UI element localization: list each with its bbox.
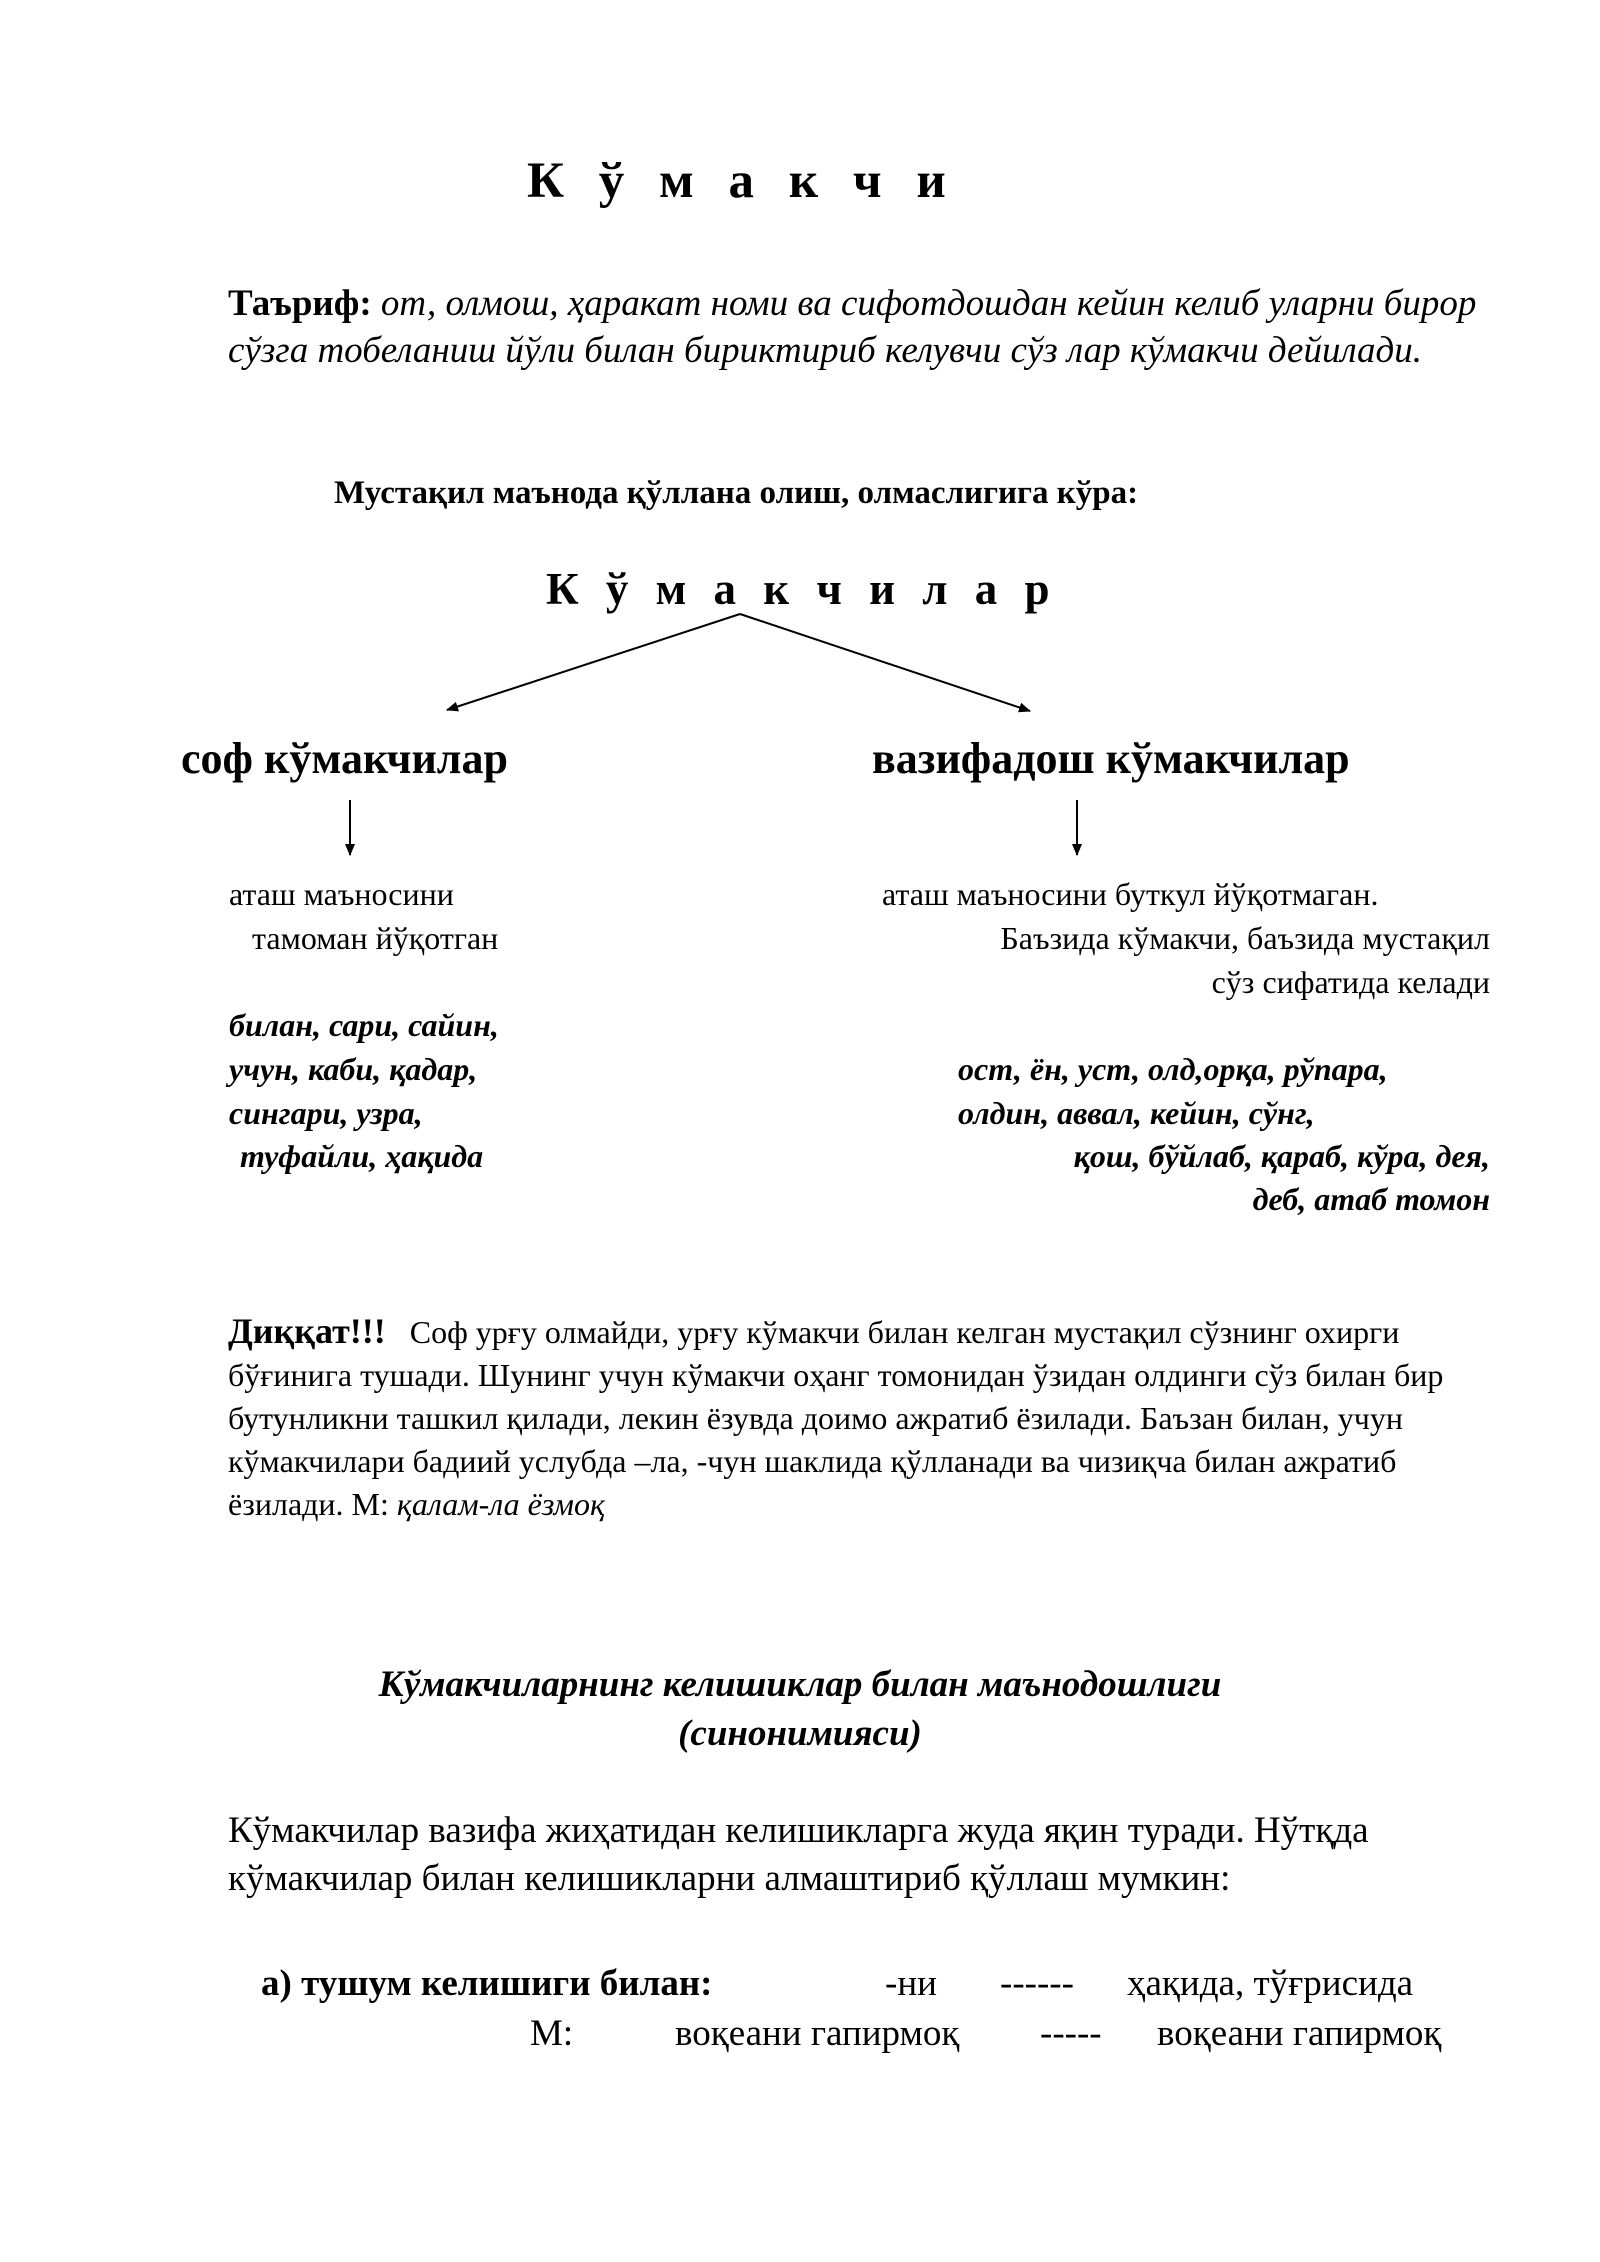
- definition-text: от, олмош, ҳаракат номи ва сифотдошдан кейин келиб уларни бирор сўзга тобеланиш йўли билан бириктириб келувчи сўз лар кўмакчи дейилади.: [228, 283, 1477, 371]
- example-label: М:: [530, 2013, 574, 2054]
- synonymy-paragraph: Кўмакчилар вазифа жиҳатидан келишикларга жуда яқин туради. Нўтқда кўмакчилар билан келишикларни алмаштириб қўллаш мумкин:: [228, 1810, 1369, 1899]
- functional-desc-line2: Баъзида кўмакчи, баъзида мустақил: [1000, 920, 1490, 956]
- attention-label: Диққат!!!: [228, 1311, 386, 1351]
- functional-desc-line1: аташ маъносини буткул йўқотмаган.: [882, 876, 1379, 912]
- case-label: а) тушум келишиги билан:: [261, 1963, 713, 2004]
- functional-example-line: олдин, аввал, кейин, сўнг,: [958, 1095, 1315, 1131]
- diagram-title: К ў м а к ч и л а р: [546, 564, 1058, 614]
- case-postpositions: ҳақида, тўғрисида: [1127, 1963, 1414, 2004]
- pure-desc-line2: тамоман йўқотган: [252, 920, 499, 956]
- functional-desc-line3: сўз сифатида келади: [1211, 964, 1490, 1000]
- functional-example-line: ост, ён, уст, олд,орқа, рўпара,: [958, 1051, 1388, 1087]
- arrow-to-functional: [740, 614, 1030, 711]
- synonymy-heading-line2: (синонимияси): [678, 1713, 922, 1754]
- case-suffix: -ни: [885, 1963, 937, 2004]
- example-right: воқеани гапирмоқ: [1157, 2013, 1442, 2054]
- pure-example-line: учун, каби, қадар,: [229, 1051, 478, 1087]
- classification-heading: Мустақил маънода қўллана олиш, олмаслигига кўра:: [334, 475, 1139, 511]
- attention-paragraph: [228, 1310, 1498, 1526]
- pure-example-line: туфайли, ҳақида: [240, 1138, 484, 1174]
- attention-example: қалам-ла ёзмоқ: [396, 1486, 605, 1522]
- attention-text: Соф урғу олмайди, урғу кўмакчи билан келган мустақил сўзнинг охирги бўғинига тушади. Шунинг учун кўмакчи оҳанг томонидан ўзидан олдинги сўз билан бир бутунликни ташкил қилади, лекин ёзувда доимо ажратиб ёзилади. Баъзан билан, учун кўмакчилари бадиий услубда –ла, -чун шаклида қўлланади ва чизиқча билан ажратиб ёзилади. М:: [228, 1314, 1444, 1522]
- example-left: воқеани гапирмоқ: [675, 2013, 960, 2054]
- pure-desc-line1: аташ маъносини: [229, 876, 454, 912]
- synonymy-heading-line1: Кўмакчиларнинг келишиклар билан маънодошлиги: [378, 1664, 1222, 1705]
- pure-postpositions-label: соф кўмакчилар: [181, 734, 508, 783]
- arrow-to-pure: [447, 614, 740, 710]
- pure-example-line: билан, сари, сайин,: [229, 1007, 499, 1043]
- page-title: К ў м а к ч и: [527, 153, 957, 209]
- functional-example-line: қош, бўйлаб, қараб, кўра, дея,: [1073, 1138, 1490, 1174]
- functional-postpositions-label: вазифадош кўмакчилар: [872, 734, 1350, 783]
- functional-example-line: деб, атаб томон: [1252, 1181, 1490, 1217]
- dash-separator: -----: [1040, 2013, 1102, 2054]
- pure-example-line: сингари, узра,: [229, 1095, 423, 1131]
- dash-separator: ------: [1000, 1963, 1074, 2004]
- definition-label: Таъриф:: [228, 283, 372, 324]
